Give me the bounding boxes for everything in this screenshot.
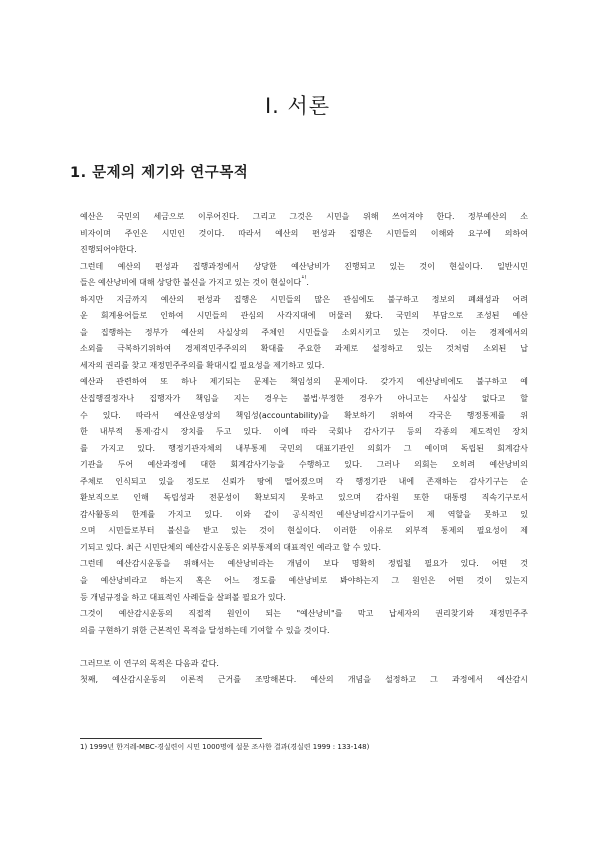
text-line: 등 개념규정을 하고 대표적인 사례들을 살펴볼 필요가 있다. xyxy=(80,592,286,602)
section-title: 1. 문제의 제기와 연구목적 xyxy=(70,165,249,181)
blank-line xyxy=(80,639,528,656)
footnote: 1) 1999년 한겨레-MBC-경실련이 시민 1000명에 설문 조사한 결과(경실련 1999 : 133-148) xyxy=(80,743,370,751)
text-line: 예산과 관련하여 또 하나 제기되는 문제는 책임성의 문제이다. 갖가지 예산낭비에도 불구하고 예 xyxy=(80,377,528,387)
text-line: 주체로 인식되고 있을 정도로 신뢰가 땅에 떨어졌으며 각 행정기관 내에 존재하는 감사기구는 순 xyxy=(80,476,528,486)
text-line: 을 집행하는 정부가 예산의 사실상의 주체인 시민들을 소외시키고 있는 것이다. 이는 경제에서의 xyxy=(80,327,528,337)
text-line: 감사활동의 한계를 가지고 있다. 이와 같이 공식적인 예산낭비감시기구들이 제 역할을 못하고 있 xyxy=(80,509,528,519)
text-line-with-footnote-ref: 들은 예산낭비에 대해 상당한 불신을 가지고 있는 것이 현실이다$^{1)}$. xyxy=(80,275,309,288)
text-line: 진행되어야한다. xyxy=(80,245,137,255)
text-line: 을 예산낭비라고 하는지 혹은 어느 정도를 예산낭비로 봐야하는지 그 원인은 어떤 것이 있는지 xyxy=(80,576,528,586)
footnote-ref[interactable]: 1) xyxy=(301,275,307,281)
text-line: 기되고 있다. 최근 시민단체의 예산감시운동은 외부통제의 대표적인 예라고 할 수 있다. xyxy=(80,542,381,552)
text-line: 소외를 극복하기위하여 경제적민주주의의 확대를 주요한 과제로 설정하고 있는 것처럼 소외된 납 xyxy=(80,344,528,354)
text-line: 를 가지고 있다. 행정기관자체의 내부통제 국민의 대표기관인 의회가 그 예이며 독립된 회계감사 xyxy=(80,443,528,453)
text-line: 그것이 예산감시운동의 직접적 원인이 되는 "예산낭비"를 막고 납세자의 권리찾기와 재정민주주 xyxy=(80,609,528,619)
text-line: 들은 예산낭비에 대해 상당한 불신을 가지고 있는 것이 현실이다 xyxy=(80,278,302,288)
text-line: 하지만 지금까지 예산의 편성과 집행은 시민들의 많은 관심에도 불구하고 정보의 폐쇄성과 어려 xyxy=(80,294,528,304)
text-line: 세자의 권리를 찾고 재정민주주의를 확대시킬 필요성을 제기하고 있다. xyxy=(80,360,325,370)
text-line: 첫째, 예산감시운동의 이론적 근거를 조망해본다. 예산의 개념을 설정하고 그 과정에서 예산감시 xyxy=(80,675,528,685)
text-line: 환보직으로 인해 독립성과 전문성이 확보되지 못하고 있으며 감사원 또한 대통령 직속기구로서 xyxy=(80,493,528,503)
text-line: 운 회계용어들로 인하여 시민들의 관심의 사각지대에 머물러 왔다. 국민의 부담으로 조성된 예산 xyxy=(80,311,528,321)
body-text xyxy=(80,209,528,689)
text-line: 산집행결정자나 집행자가 책임을 지는 경우는 불법·부정한 경우가 아니고는 사실상 없다고 할 xyxy=(80,394,528,404)
text-line: 예산은 국민의 세금으로 이루어진다. 그리고 그것은 시민을 위해 쓰여져야 한다. 정부예산의 소 xyxy=(80,212,528,221)
text-line: 수 있다. 따라서 예산운영상의 책임성(accountability)을 확보하기 위하여 각국은 행정통제를 위 xyxy=(80,410,528,420)
text-line: 한 내부적 통제·감시 장치를 두고 있다. 이에 따라 국회나 감사기구 등의 각종의 제도적인 장치 xyxy=(80,427,528,437)
text-line: 의를 구현하기 위한 근본적인 목적을 달성하는데 기여할 수 있을 것이다. xyxy=(80,625,330,635)
text-line: 그러므로 이 연구의 목적은 다음과 같다. xyxy=(80,658,219,668)
chapter-title: Ⅰ. 서론 xyxy=(264,94,331,118)
footnote-divider xyxy=(80,738,262,739)
text-line: 비자이며 주인은 시민인 것이다. 따라서 예산의 편성과 집행은 시민들의 이해와 요구에 의하여 xyxy=(80,228,528,238)
text-line: 기관을 두어 예산과정에 대한 회계감사기능을 수행하고 있다. 그러나 의회는 오히려 예산낭비의 xyxy=(80,460,528,470)
text-line: 그런데 예산감시운동을 위해서는 예산낭비라는 개념이 보다 명확히 정립될 필요가 있다. 어떤 것 xyxy=(80,559,528,569)
text-line: 으며 시민들로부터 불신을 받고 있는 것이 현실이다. 이러한 이유로 외부적 통제의 필요성이 제 xyxy=(80,526,528,536)
text-line: 그런데 예산의 편성과 집행과정에서 상당한 예산낭비가 진행되고 있는 것이 현실이다. 일반시민 xyxy=(80,261,528,271)
